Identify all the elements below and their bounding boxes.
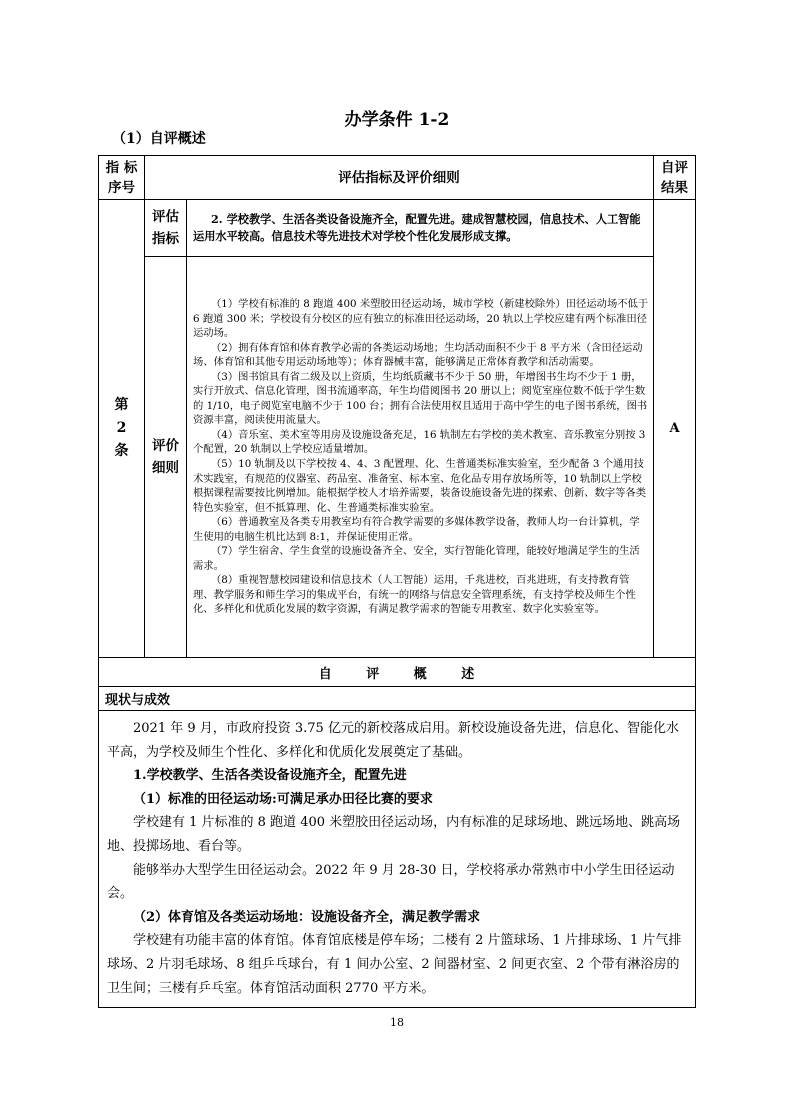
eval-index-row: [99, 200, 696, 257]
index-number-line2: 2: [116, 420, 127, 436]
index-number-line3: 条: [114, 443, 129, 459]
body-heading-1: 1.学校教学、生活各类设备设施齐全，配置先进: [133, 768, 407, 784]
detail-item-4: （4）音乐室、美术室等用房及设施设备充足，16 轨制左右学校的美术教室、音乐教室分别按 3 个配置，20 轨制以上学校应适量增加。: [193, 428, 646, 456]
detail-item-2: （2）拥有体育馆和体育教学必需的各类运动场地；生均活动面积不少于 8 平方米（含田径运动场、体育馆和其他专用运动场地等）；体育器械丰富，能够满足正常体育教学和活动需要。: [193, 341, 643, 369]
body-paragraph-1: 2021 年 9 月，市政府投资 3.75 亿元的新校落成启用。新校设施设备先进，信息化、智能化水平高，为学校及师生个性化、多样化和优质化发展奠定了基础。: [107, 721, 679, 760]
detail-label-line2: 细则: [152, 460, 179, 476]
detail-item-7: （7）学生宿舍、学生食堂的设施设备齐全、安全，实行智能化管理，能较好地满足学生的生活需求。: [193, 545, 640, 572]
detail-label-cell: [145, 257, 187, 658]
header-index-line2: 序号: [108, 179, 135, 196]
header-index-cell: [99, 156, 145, 200]
body-paragraph-3: 能够举办大型学生田径运动会。2022 年 9 月 28-30 日，学校将承办常熟市中小学生田径运动会。: [107, 862, 675, 902]
eval-detail-row: [99, 257, 696, 658]
detail-item-8: （8）重视智慧校园建设和信息技术（人工智能）运用，千兆进校，百兆进班，有支持教育管理、教学服务和师生学习的集成平台，有统一的网络与信息安全管理系统，有支持学校及师生个性化、多样化和优质化发展的数字资源，有满足教学需求的智能专用教室、数字化实验室等。: [193, 574, 636, 616]
summary-header-row: [99, 658, 696, 687]
body-paragraph-2: 学校建有 1 片标准的 8 跑道 400 米塑胶田径运动场，内有标准的足球场地、跳远场地、跳高场地、投掷场地、看台等。: [107, 815, 681, 854]
summary-header: 自 评 概 述: [99, 658, 696, 687]
header-index-line1: 指 标: [105, 159, 138, 176]
detail-item-5: （5）10 轨制及以下学校按 4、4、3 配置理、化、生普通类标准实验室，至少配备 3 个通用技术实践室，有规范的仪器室、药品室、准备室、标本室、危化品专用存放场所等，10 轨制以上学校根据课程需要按比例增加。能根据学校人才培养需要，装备设施设备先进的探索、创新、数字等各类特色实验室，但不抵算理、化、生普通类标准实验室。: [193, 458, 647, 514]
table-header-row: [99, 156, 696, 200]
detail-item-3: （3）图书馆具有省二级及以上资质，生均纸质藏书不少于 50 册，年增图书生均不少于 1 册，实行开放式、信息化管理，图书流通率高，年生均借阅图书 20 册以上；阅览室座位数不低于学生数的 1/10，电子阅览室电脑不少于 100 台；拥有合法使用权且适用于高中学生的电子图书系统，图书资源丰富，阅读使用流量大。: [193, 370, 648, 427]
body-paragraph-4: 学校建有功能丰富的体育馆。体育馆底楼是停车场；二楼有 2 片篮球场、1 片排球场、1 片气排球场、2 片羽毛球场、8 组乒乓球台，有 1 间办公室、2 间器材室、2 间更衣室、2 个带有淋浴房的卫生间；三楼有乒乓室。体育馆活动面积 2770 平方米。: [107, 933, 682, 996]
index-number-cell: [99, 200, 145, 658]
page-number: 18: [390, 1016, 404, 1029]
header-result-cell: [654, 156, 696, 200]
eval-index-label-cell: [145, 200, 187, 257]
detail-text-cell: [187, 257, 654, 658]
detail-item-1: （1）学校有标准的 8 跑道 400 米塑胶田径运动场，城市学校（新建校除外）田径运动场不低于 6 跑道 300 米；学校设有分校区的应有独立的标准田径运动场，20 轨以上学校应建有两个标准田径运动场。: [193, 297, 649, 340]
page-title: 办学条件 1-2: [344, 110, 450, 130]
section-header-row: [99, 687, 696, 711]
detail-item-6: （6）普通教室及各类专用教室均有符合教学需要的多媒体教学设备，教师人均一台计算机，学生使用的电脑生机比达到 8:1，并保证使用正常。: [193, 516, 640, 543]
evaluation-table: [98, 155, 696, 1008]
status-results-header: 现状与成效: [99, 687, 696, 711]
header-criteria-cell: 评估指标及评价细则: [145, 156, 654, 200]
eval-index-text: 2. 学校教学、生活各类设备设施齐全，配置先进。建成智慧校园，信息技术、人工智能运用水平较高。信息技术等先进技术对学校个性化发展形成支撑。: [187, 200, 654, 257]
index-number-line1: 第: [114, 397, 129, 413]
self-eval-result: A: [654, 200, 696, 658]
body-subheading-2: （2）体育馆及各类运动场地：设施设备齐全，满足教学需求: [133, 909, 481, 925]
header-result-line2: 结果: [661, 179, 688, 196]
header-result-line1: 自评: [661, 159, 688, 176]
section-subtitle: （1）自评概述: [112, 131, 206, 147]
eval-index-label-line1: 评估: [152, 209, 179, 225]
detail-label-line1: 评价: [152, 438, 179, 454]
eval-index-label-line2: 指标: [152, 231, 179, 247]
body-subheading-1: （1）标准的田径运动场:可满足承办田径比赛的要求: [133, 791, 433, 807]
summary-body: [99, 711, 696, 1008]
summary-body-row: [99, 711, 696, 1008]
